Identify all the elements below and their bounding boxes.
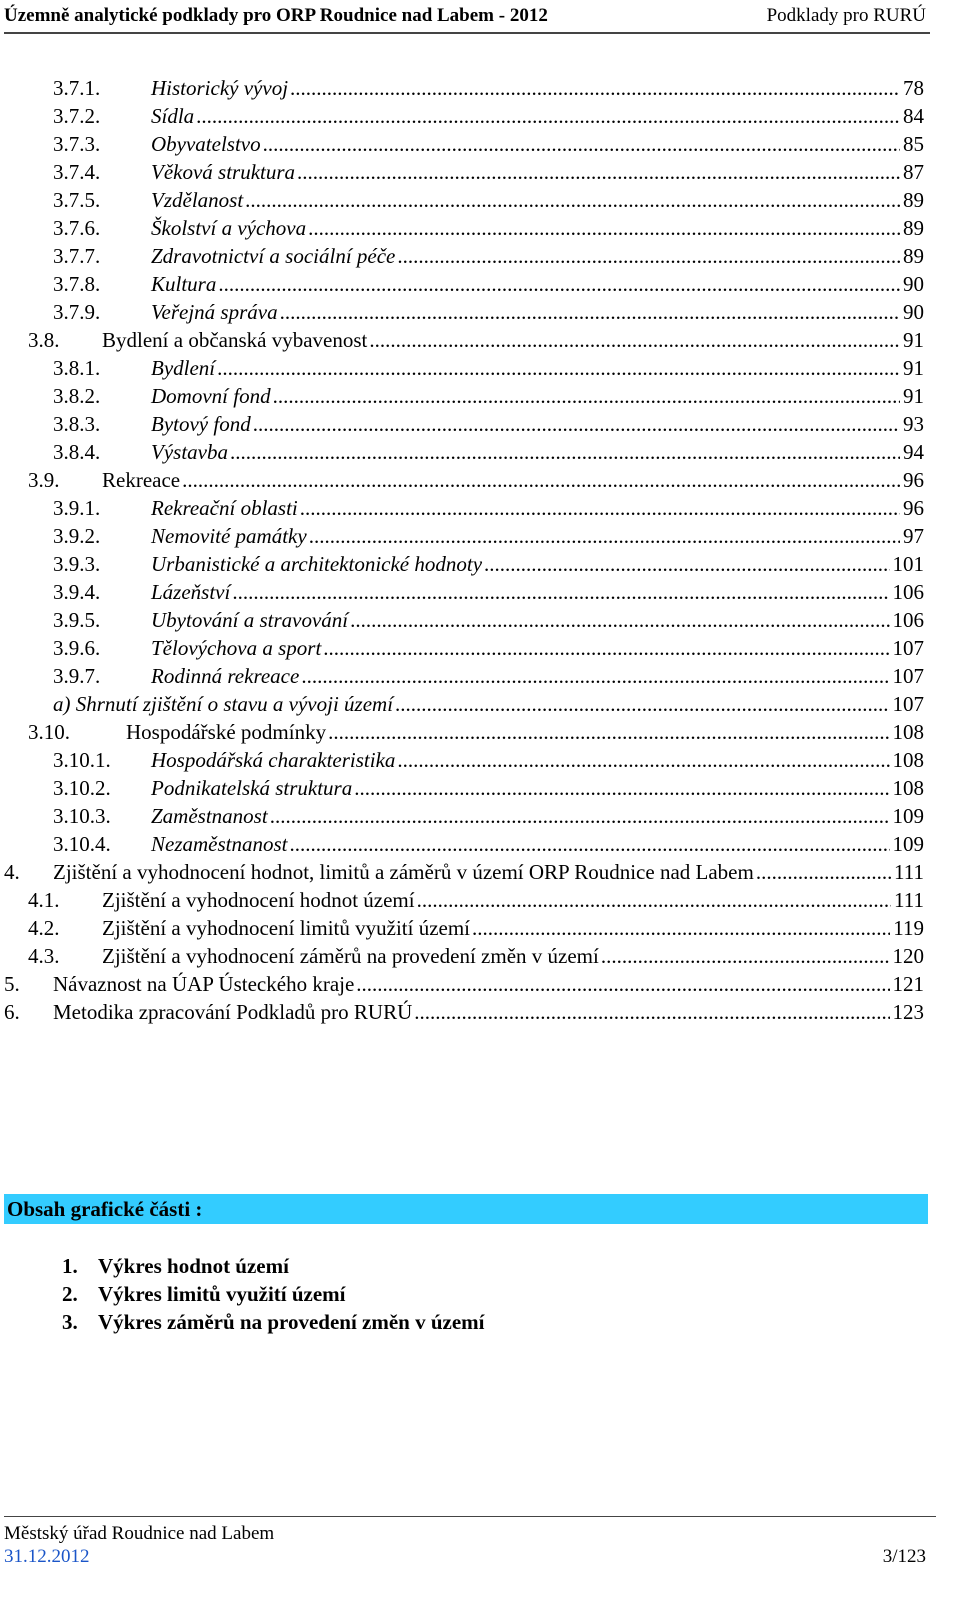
toc-entry-title: Výstavba [151, 440, 228, 464]
toc-dot-leader [354, 774, 889, 802]
toc-entry-number: 3.9.3. [53, 552, 101, 576]
toc-dot-leader [270, 802, 890, 830]
toc-entry-number: 3.9.2. [53, 524, 101, 548]
toc-entry[interactable] [53, 382, 924, 410]
toc-entry[interactable] [53, 298, 924, 326]
toc-entry-number: 3.7.4. [53, 160, 101, 184]
toc-entry-page: 107 [892, 636, 924, 660]
toc-entry-page: 89 [903, 244, 924, 268]
toc-entry-number: 4.1. [28, 888, 60, 912]
toc-entry-page: 91 [903, 384, 924, 408]
toc-entry-title: Rodinná rekreace [151, 664, 300, 688]
toc-dot-leader [230, 438, 900, 466]
toc-entry-number: 3.10.1. [53, 748, 111, 772]
toc-entry-title: Školství a výchova [151, 216, 307, 240]
toc-dot-leader [182, 466, 900, 494]
toc-entry[interactable] [53, 578, 924, 606]
toc-entry-title: Zjištění a vyhodnocení hodnot území [102, 888, 415, 912]
toc-entry[interactable] [53, 550, 924, 578]
toc-entry[interactable] [53, 494, 924, 522]
toc-entry[interactable] [53, 130, 924, 158]
toc-dot-leader [356, 970, 889, 998]
toc-entry-page: 109 [892, 832, 924, 856]
toc-entry-page: 90 [903, 272, 924, 296]
graphics-list-item [62, 1280, 485, 1308]
toc-dot-leader [350, 606, 889, 634]
toc-entry-page: 121 [892, 972, 924, 996]
toc-entry[interactable] [53, 186, 924, 214]
toc-entry-title: Věková struktura [151, 160, 296, 184]
toc-entry[interactable] [53, 690, 924, 718]
toc-entry-title: Rekreace [102, 468, 181, 492]
toc-entry[interactable] [28, 326, 924, 354]
toc-entry[interactable] [53, 746, 924, 774]
toc-dot-leader [369, 326, 900, 354]
toc-entry-number: 3.8.2. [53, 384, 101, 408]
graphics-item-number: 2. [62, 1282, 78, 1306]
toc-entry-number: 3.7.7. [53, 244, 101, 268]
toc-entry-number: 3.9.7. [53, 664, 101, 688]
toc-entry-number: 3.8. [28, 328, 60, 352]
toc-entry-title: Domovní fond [151, 384, 271, 408]
graphics-item-number: 3. [62, 1310, 78, 1334]
toc-entry[interactable] [53, 774, 924, 802]
toc-entry-title: Historický vývoj [151, 76, 289, 100]
toc-dot-leader [414, 998, 889, 1026]
toc-dot-leader [218, 270, 900, 298]
graphics-list-item [62, 1252, 485, 1280]
toc-entry[interactable] [4, 858, 924, 886]
toc-entry-number: 3.10.2. [53, 776, 111, 800]
toc-entry[interactable] [28, 914, 924, 942]
toc-entry-title: Rekreační oblasti [151, 496, 298, 520]
page-header [4, 2, 930, 34]
footer-page-number: 3/123 [882, 1546, 926, 1567]
toc-entry-page: 94 [903, 440, 924, 464]
toc-entry-page: 120 [892, 944, 924, 968]
graphics-list [62, 1252, 485, 1336]
toc-entry-number: 3.9.4. [53, 580, 101, 604]
toc-dot-leader [328, 718, 889, 746]
toc-entry-page: 123 [892, 1000, 924, 1024]
toc-entry-title: Metodika zpracování Podkladů pro RURÚ [53, 1000, 413, 1024]
toc-dot-leader [297, 158, 900, 186]
toc-entry-number: 3.9.1. [53, 496, 101, 520]
toc-entry-page: 108 [892, 720, 924, 744]
toc-dot-leader [484, 550, 889, 578]
toc-entry-number: 3.9.6. [53, 636, 101, 660]
toc-dot-leader [280, 298, 900, 326]
toc-dot-leader [253, 410, 900, 438]
toc-entry-title: Návaznost na ÚAP Ústeckého kraje [53, 972, 355, 996]
toc-entry[interactable] [53, 158, 924, 186]
toc-entry-number: 4.2. [28, 916, 60, 940]
toc-dot-leader [301, 662, 889, 690]
toc-entry-title: Veřejná správa [151, 300, 278, 324]
toc-entry-page: 106 [892, 580, 924, 604]
toc-dot-leader [601, 942, 890, 970]
toc-dot-leader [290, 830, 890, 858]
graphics-section-title: Obsah grafické části : [4, 1194, 928, 1224]
toc-entry-number: 3.9. [28, 468, 60, 492]
toc-entry-number: 3.7.2. [53, 104, 101, 128]
toc-entry-page: 90 [903, 300, 924, 324]
toc-entry-number: 3.7.5. [53, 188, 101, 212]
graphics-item-number: 1. [62, 1254, 78, 1278]
toc-entry-page: 89 [903, 188, 924, 212]
toc-entry-number: 3.8.3. [53, 412, 101, 436]
toc-entry-page: 89 [903, 216, 924, 240]
toc-entry-page: 96 [903, 468, 924, 492]
toc-dot-leader [217, 354, 900, 382]
toc-entry-title: Bydlení [151, 356, 216, 380]
toc-dot-leader [196, 102, 900, 130]
toc-entry-title: Tělovýchova a sport [151, 636, 322, 660]
toc-entry-page: 91 [903, 328, 924, 352]
toc-dot-leader [323, 634, 889, 662]
toc-entry-number: 3.7.3. [53, 132, 101, 156]
toc-entry-title: Bytový fond [151, 412, 251, 436]
toc-entry-title: Vzdělanost [151, 188, 244, 212]
toc-entry[interactable] [28, 718, 924, 746]
toc-entry-title: Zjištění a vyhodnocení limitů využití území [102, 916, 471, 940]
toc-entry[interactable] [4, 998, 924, 1026]
toc-dot-leader [395, 690, 889, 718]
toc-entry-number: 3.10. [28, 720, 70, 744]
header-subtitle: Podklady pro RURÚ [766, 5, 926, 26]
toc-entry-page: 107 [892, 692, 924, 716]
toc-entry[interactable] [28, 942, 924, 970]
toc-entry-page: 93 [903, 412, 924, 436]
toc-entry-title: Zdravotnictví a sociální péče [151, 244, 396, 268]
toc-dot-leader [397, 242, 900, 270]
toc-entry[interactable] [53, 242, 924, 270]
toc-entry-number: 3.7.8. [53, 272, 101, 296]
toc-entry-page: 85 [903, 132, 924, 156]
toc-entry-number: 3.7.1. [53, 76, 101, 100]
toc-entry-number: 3.8.4. [53, 440, 101, 464]
toc-entry-page: 111 [894, 860, 924, 884]
toc-entry-number: 3.7.6. [53, 216, 101, 240]
graphics-item-label: Výkres limitů využití území [98, 1282, 346, 1306]
toc-entry[interactable] [53, 354, 924, 382]
toc-entry-page: 84 [903, 104, 924, 128]
toc-entry-page: 109 [892, 804, 924, 828]
toc-entry-number: 4. [4, 860, 20, 884]
toc-entry-number: 4.3. [28, 944, 60, 968]
toc-dot-leader [756, 858, 891, 886]
toc-dot-leader [417, 886, 891, 914]
toc-dot-leader [308, 214, 900, 242]
toc-entry-number: 3.10.3. [53, 804, 111, 828]
toc-entry-title: Nemovité památky [151, 524, 307, 548]
graphics-item-label: Výkres záměrů na provedení změn v území [98, 1310, 485, 1334]
toc-entry-title: Nezaměstnanost [151, 832, 288, 856]
toc-entry[interactable] [53, 214, 924, 242]
toc-entry[interactable] [53, 522, 924, 550]
toc-entry-page: 106 [892, 608, 924, 632]
toc-entry-page: 78 [903, 76, 924, 100]
toc-entry[interactable] [53, 634, 924, 662]
graphics-item-label: Výkres hodnot území [98, 1254, 289, 1278]
toc-entry-page: 108 [892, 748, 924, 772]
toc-entry-number: 6. [4, 1000, 20, 1024]
toc-entry-page: 97 [903, 524, 924, 548]
toc-entry[interactable] [53, 830, 924, 858]
toc-entry-title: Zjištění a vyhodnocení hodnot, limitů a záměrů v území ORP Roudnice nad Labem [53, 860, 754, 884]
toc-entry[interactable] [53, 606, 924, 634]
toc-entry-page: 107 [892, 664, 924, 688]
graphics-list-item [62, 1308, 485, 1336]
toc-entry-title: Hospodářské podmínky [126, 720, 327, 744]
toc-entry-title: Sídla [151, 104, 195, 128]
toc-entry-page: 101 [892, 552, 924, 576]
toc-dot-leader [263, 130, 900, 158]
toc-entry[interactable] [53, 662, 924, 690]
toc-dot-leader [273, 382, 900, 410]
toc-entry-number: 5. [4, 972, 20, 996]
toc-entry-number: 3.8.1. [53, 356, 101, 380]
toc-entry-title: Ubytování a stravování [151, 608, 349, 632]
toc-entry-page: 108 [892, 776, 924, 800]
toc-entry[interactable] [53, 270, 924, 298]
toc-entry-title: Zaměstnanost [151, 804, 268, 828]
footer-date: 31.12.2012 [4, 1546, 90, 1567]
toc-dot-leader [309, 522, 900, 550]
toc-entry[interactable] [28, 886, 924, 914]
toc-entry-number: 3.10.4. [53, 832, 111, 856]
toc-entry-number: 3.7.9. [53, 300, 101, 324]
toc-dot-leader [300, 494, 900, 522]
toc-entry-number: 3.9.5. [53, 608, 101, 632]
toc-entry[interactable] [53, 102, 924, 130]
toc-entry-title: Podnikatelská struktura [151, 776, 353, 800]
toc-entry-title: Urbanistické a architektonické hodnoty [151, 552, 483, 576]
toc-entry[interactable] [53, 410, 924, 438]
toc-entry-title: Lázeňství [151, 580, 231, 604]
page-footer [4, 1516, 936, 1567]
toc-entry-page: 119 [893, 916, 924, 940]
toc-entry[interactable] [4, 970, 924, 998]
toc-entry-title: a) Shrnutí zjištění o stavu a vývoji území [53, 692, 394, 716]
footer-office: Městský úřad Roudnice nad Labem [4, 1523, 275, 1544]
toc-entry[interactable] [53, 438, 924, 466]
toc-entry[interactable] [53, 802, 924, 830]
header-title: Územně analytické podklady pro ORP Roudnice nad Labem - 2012 [4, 5, 548, 26]
toc-entry-page: 111 [894, 888, 924, 912]
toc-dot-leader [232, 578, 889, 606]
toc-dot-leader [397, 746, 889, 774]
toc-entry-title: Obyvatelstvo [151, 132, 261, 156]
toc-entry-title: Hospodářská charakteristika [151, 748, 396, 772]
toc-dot-leader [472, 914, 890, 942]
toc-entry[interactable] [28, 466, 924, 494]
toc-entry-title: Kultura [151, 272, 217, 296]
toc-entry-page: 91 [903, 356, 924, 380]
toc-entry[interactable] [53, 74, 924, 102]
toc-entry-page: 96 [903, 496, 924, 520]
toc-entry-page: 87 [903, 160, 924, 184]
toc-entry-title: Zjištění a vyhodnocení záměrů na provedení změn v území [102, 944, 599, 968]
toc-dot-leader [245, 186, 900, 214]
toc-dot-leader [290, 74, 900, 102]
toc-entry-title: Bydlení a občanská vybavenost [102, 328, 368, 352]
